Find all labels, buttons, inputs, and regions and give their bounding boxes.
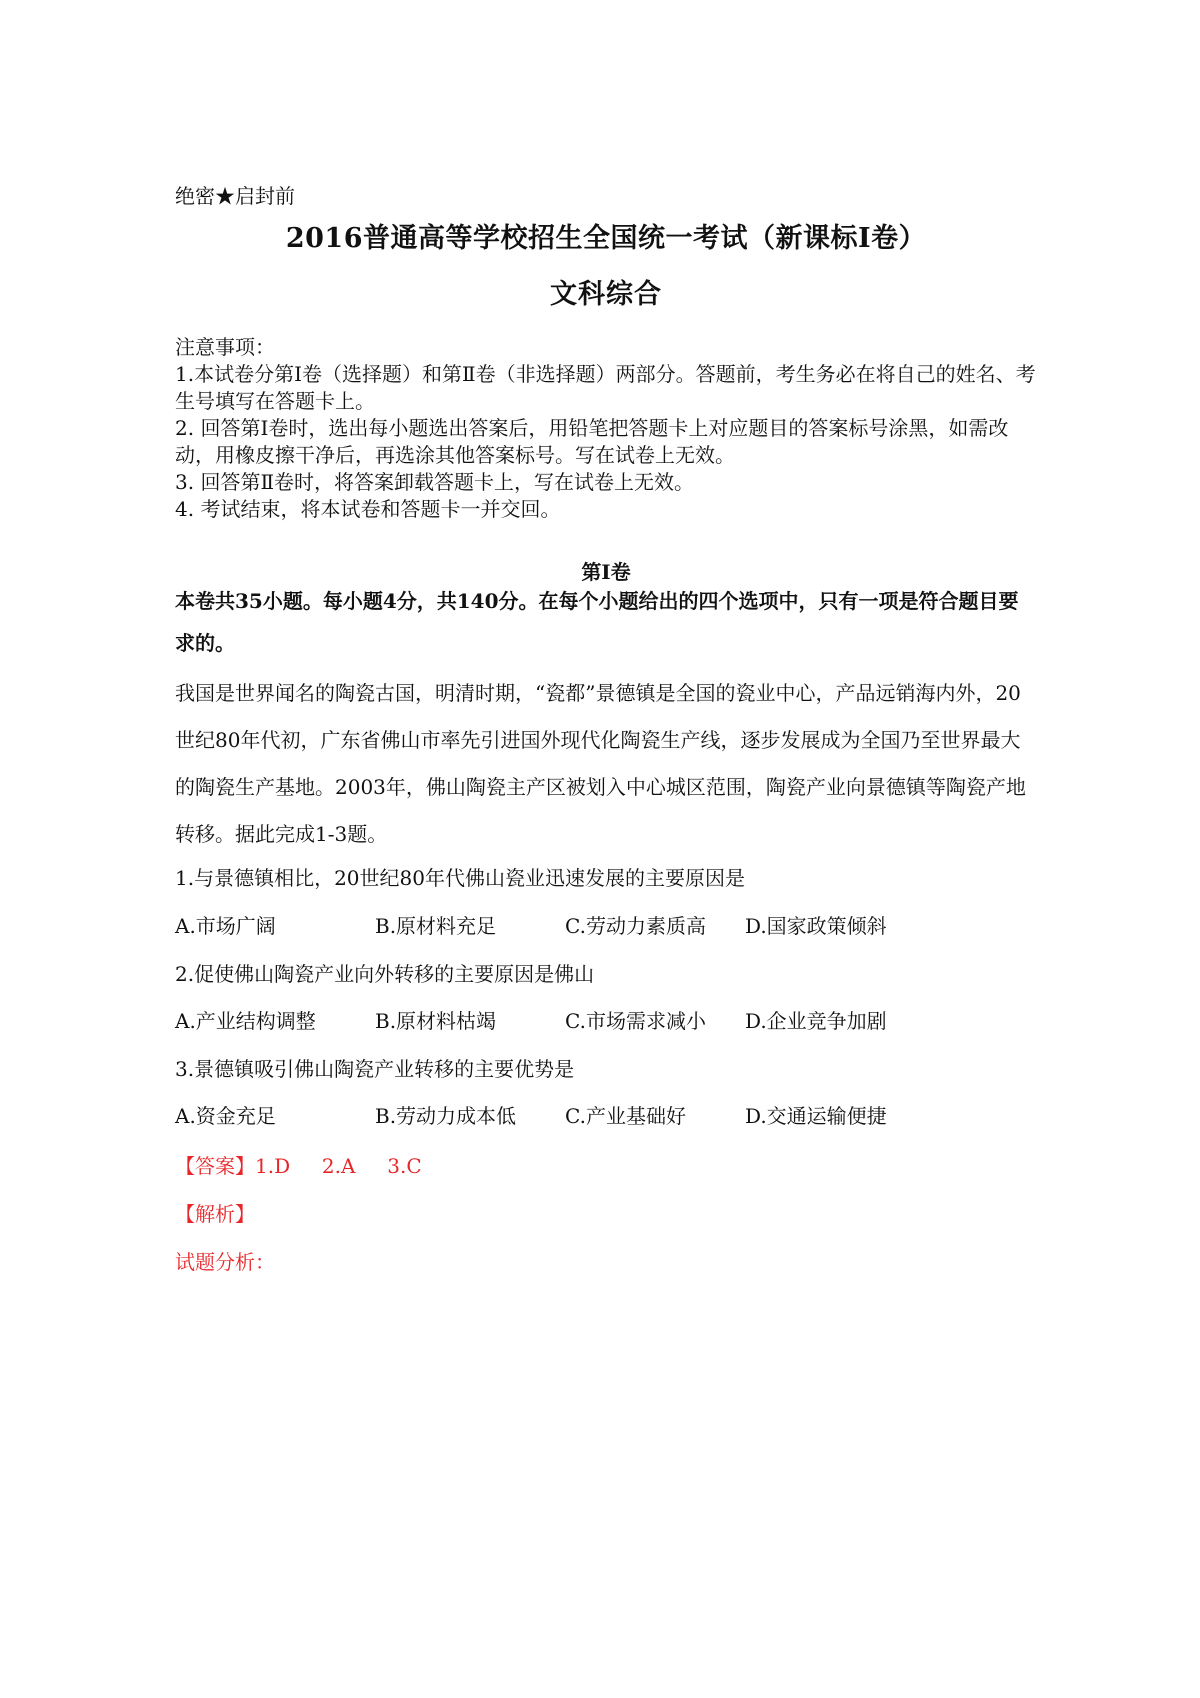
exam-title: 2016普通高等学校招生全国统一考试（新课标Ⅰ卷） bbox=[285, 223, 927, 254]
question-2-option-b: B.原材料枯竭 bbox=[375, 1009, 497, 1033]
question-3-option-c: C.产业基础好 bbox=[565, 1104, 686, 1128]
notice-item: 2. 回答第Ⅰ卷时，选出每小题选出答案后，用铅笔把答题卡上对应题目的答案标号涂黑，如需改动，用橡皮擦干净后，再选涂其他答案标号。写在试卷上无效。 bbox=[175, 416, 1009, 467]
notice-item: 4. 考试结束，将本试卷和答题卡一并交回。 bbox=[175, 497, 561, 521]
section-title: 第Ⅰ卷 bbox=[581, 560, 631, 584]
answer-value: 1.D bbox=[255, 1154, 291, 1178]
notice-section bbox=[175, 334, 1037, 523]
answer-label: 【答案】 bbox=[175, 1154, 255, 1178]
analysis-sub-label: 试题分析： bbox=[175, 1250, 275, 1274]
question-1-option-c: C.劳动力素质高 bbox=[565, 914, 706, 938]
confidential-label: 绝密★启封前 bbox=[175, 184, 295, 208]
exam-page bbox=[175, 0, 1037, 1698]
question-2-stem: 2.促使佛山陶瓷产业向外转移的主要原因是佛山 bbox=[175, 962, 595, 986]
question-3-option-a: A.资金充足 bbox=[175, 1104, 276, 1128]
analysis-label: 【解析】 bbox=[175, 1202, 255, 1226]
notice-heading: 注意事项： bbox=[175, 335, 275, 359]
question-1-option-a: A.市场广阔 bbox=[175, 914, 276, 938]
answer-line bbox=[175, 1150, 422, 1179]
answer-value: 2.A bbox=[321, 1154, 356, 1178]
question-2-option-c: C.市场需求减小 bbox=[565, 1009, 706, 1033]
notice-item: 1.本试卷分第Ⅰ卷（选择题）和第Ⅱ卷（非选择题）两部分。答题前，考生务必在将自己的姓名、考生号填写在答题卡上。 bbox=[175, 362, 1036, 413]
question-1-option-b: B.原材料充足 bbox=[375, 914, 497, 938]
reading-passage: 我国是世界闻名的陶瓷古国，明清时期，“瓷都”景德镇是全国的瓷业中心，产品远销海内外，20世纪80年代初，广东省佛山市率先引进国外现代化陶瓷生产线，逐步发展成为全国乃至世界最大的陶瓷生产基地。2003年，佛山陶瓷主产区被划入中心城区范围，陶瓷产业向景德镇等陶瓷产地转移。据此完成1-3题。 bbox=[175, 681, 1026, 846]
question-1-stem: 1.与景德镇相比，20世纪80年代佛山瓷业迅速发展的主要原因是 bbox=[175, 866, 745, 890]
exam-subtitle: 文科综合 bbox=[550, 279, 662, 310]
notice-item: 3. 回答第Ⅱ卷时，将答案卸载答题卡上，写在试卷上无效。 bbox=[175, 470, 695, 494]
question-3-option-d: D.交通运输便捷 bbox=[745, 1104, 887, 1128]
question-3-stem: 3.景德镇吸引佛山陶瓷产业转移的主要优势是 bbox=[175, 1057, 575, 1081]
question-3-option-b: B.劳动力成本低 bbox=[375, 1104, 517, 1128]
question-2-option-d: D.企业竞争加剧 bbox=[745, 1009, 887, 1033]
section-description: 本卷共35小题。每小题4分，共140分。在每个小题给出的四个选项中，只有一项是符合题目要求的。 bbox=[175, 589, 1019, 655]
answer-value: 3.C bbox=[387, 1154, 422, 1178]
question-2-option-a: A.产业结构调整 bbox=[175, 1009, 316, 1033]
question-1-option-d: D.国家政策倾斜 bbox=[745, 914, 887, 938]
